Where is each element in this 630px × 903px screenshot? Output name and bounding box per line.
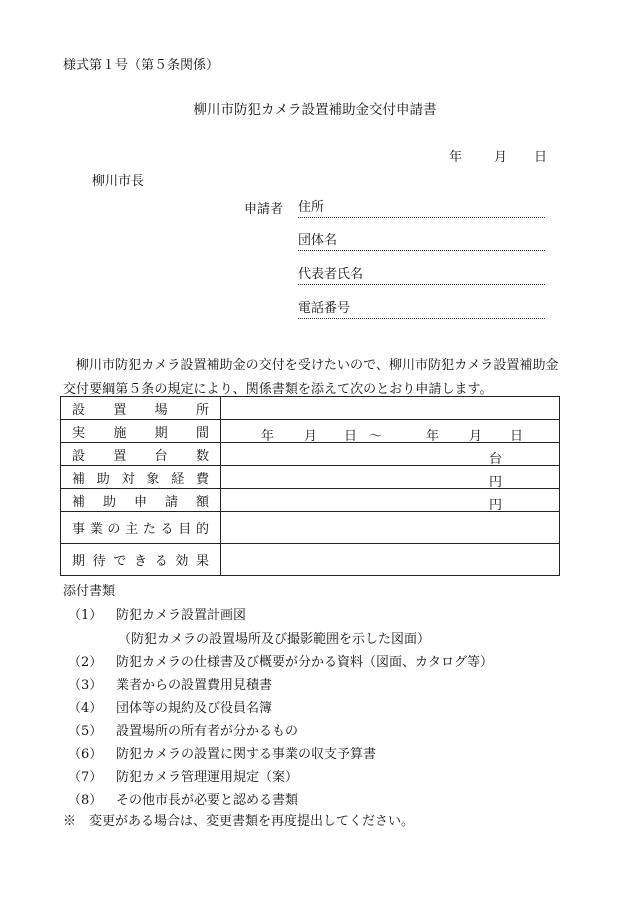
table-row	[61, 489, 560, 512]
main-purpose-value[interactable]	[221, 512, 560, 544]
unit-label: 円	[489, 498, 503, 513]
eligible-cost-value[interactable]	[221, 466, 560, 489]
phone-field[interactable]	[298, 298, 545, 319]
representative-field-label: 代表者氏名	[298, 267, 364, 282]
table-row	[61, 420, 560, 443]
eligible-cost-label: 補助対象経費	[61, 466, 221, 489]
installation-location-value[interactable]	[221, 397, 560, 420]
list-item: （1） 防犯カメラ設置計画図	[68, 608, 247, 623]
expected-effect-value[interactable]	[221, 544, 560, 576]
applicant-label: 申請者	[244, 202, 284, 217]
application-statement: 柳川市防犯カメラ設置補助金の交付を受けたいので、柳川市防犯カメラ設置補助金交付要綱第５条の規定により、関係書類を添えて次のとおり申請します。	[63, 358, 559, 397]
list-item: （2） 防犯カメラの仕様書及び概要が分かる資料（図面、カタログ等）	[68, 655, 494, 670]
expected-effect-label: 期待できる効果	[61, 544, 221, 576]
address-field[interactable]	[298, 197, 545, 218]
date-year-label: 年	[449, 150, 463, 165]
period-end-day: 日	[510, 429, 524, 444]
form-number: 様式第１号（第５条関係）	[63, 58, 220, 73]
table-row	[61, 397, 560, 420]
table-row	[61, 512, 560, 544]
date-day-label: 日	[534, 150, 548, 165]
table-row	[61, 443, 560, 466]
list-item: （7） 防犯カメラ管理運用規定（案）	[68, 770, 299, 785]
requested-amount-label: 補助申請額	[61, 489, 221, 512]
phone-field-label: 電話番号	[298, 301, 351, 316]
organization-field[interactable]	[298, 230, 545, 251]
main-purpose-label: 事業の主たる目的	[61, 512, 221, 544]
table-row	[61, 466, 560, 489]
list-item-note: （防犯カメラの設置場所及び撮影範囲を示した図面）	[118, 632, 431, 647]
period-end-year: 年	[426, 429, 440, 444]
period-start-year: 年	[261, 429, 275, 444]
table-row	[61, 544, 560, 576]
application-table	[60, 396, 560, 576]
list-item: （5） 設置場所の所有者が分かるもの	[68, 724, 299, 739]
document-title: 柳川市防犯カメラ設置補助金交付申請書	[193, 102, 437, 118]
period-start-month: 月	[304, 429, 318, 444]
period-label: 実施期間	[61, 420, 221, 443]
requested-amount-value[interactable]	[221, 489, 560, 512]
address-field-label: 住所	[298, 200, 325, 215]
camera-count-value[interactable]	[221, 443, 560, 466]
organization-field-label: 団体名	[298, 233, 338, 248]
list-item: （3） 業者からの設置費用見積書	[68, 678, 273, 693]
addressee: 柳川市長	[92, 174, 145, 189]
period-value[interactable]	[221, 420, 560, 443]
change-note: ※ 変更がある場合は、変更書類を再度提出してください。	[63, 814, 415, 829]
list-item: （6） 防犯カメラの設置に関する事業の収支予算書	[68, 747, 377, 762]
period-start-day: 日	[344, 429, 358, 444]
unit-label: 台	[489, 452, 503, 467]
camera-count-label: 設置台数	[61, 443, 221, 466]
period-tilde: ～	[369, 429, 383, 444]
date-month-label: 月	[494, 150, 508, 165]
unit-label: 円	[489, 475, 503, 490]
representative-field[interactable]	[298, 264, 545, 285]
list-item: （8） その他市長が必要と認める書類	[68, 793, 299, 808]
period-end-month: 月	[469, 429, 483, 444]
list-item: （4） 団体等の規約及び役員名簿	[68, 701, 273, 716]
attachments-title: 添付書類	[63, 584, 116, 599]
installation-location-label: 設置場所	[61, 397, 221, 420]
